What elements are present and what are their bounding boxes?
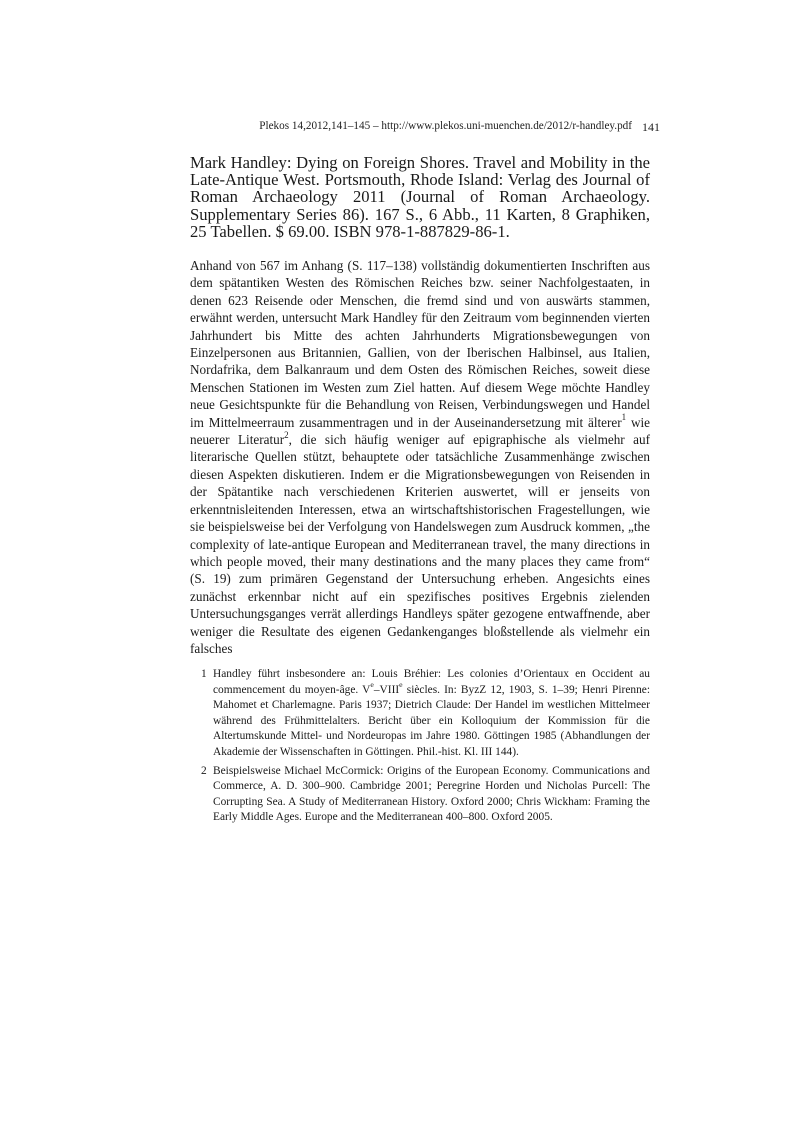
superscript: e: [370, 680, 374, 690]
footnotes: [190, 667, 650, 826]
footnote-number: 1: [201, 668, 207, 680]
review-title: Mark Handley: Dying on Foreign Shores. Travel and Mobility in the Late-Antique West. Portsmouth, Rhode Island: Verlag des Journal of Roman Archaeology 2011 (Journal of Roman Archaeology. Supplementary Series 86). 167 S., 6 Abb., 11 Karten, 8 Graphiken, 25 Tabellen. $ 69.00. ISBN 978-1-887829-86-1.: [190, 153, 650, 241]
superscript: e: [399, 680, 403, 690]
footnote-text: [213, 668, 650, 758]
body-text-part-2: wie neuerer Literatur: [190, 414, 650, 448]
footnote-ref-2[interactable]: 2: [284, 429, 289, 440]
body-paragraph: [190, 257, 650, 657]
page-number: 141: [642, 120, 660, 134]
running-head-text[interactable]: Plekos 14,2012,141–145 – http://www.plekos.uni-muenchen.de/2012/r-handley.pdf: [259, 120, 632, 132]
footnote-number: 2: [201, 764, 207, 777]
footnote-text-part: Handley führt insbesondere an: Louis Bréhier: Les colonies d’Orientaux en Occident au commencement du moyen-âge. V: [213, 668, 650, 696]
footnote-text-part: –VIII: [373, 683, 400, 696]
footnote-text: Beispielsweise Michael McCormick: Origins of the European Economy. Communications and Commerce, A. D. 300–900. Cambridge 2001; Peregrine Horden und Nicholas Purcell: The Corrupting Sea. A Study of Mediterranean History. Oxford 2000; Chris Wickham: Framing the Early Middle Ages. Europe and the Mediterranean 400–800. Oxford 2005.: [213, 764, 650, 824]
body-text-part-1: Anhand von 567 im Anhang (S. 117–138) vollständig dokumentierten Inschriften aus dem spätantiken Westen des Römischen Reiches bzw. seiner Nachfolgestaaten, in denen 623 Reisende oder Menschen, die fremd sind und von auswärts stammen, erwähnt werden, untersucht Mark Handley für den Zeitraum vom beginnenden vierten Jahrhundert bis Mitte des achten Jahrhunderts Migrationsbewegungen von Einzelpersonen aus Britannien, Gallien, von der Iberischen Halbinsel, aus Italien, Nordafrika, dem Balkanraum und dem Osten des Römischen Reiches, soweit diese Menschen Stationen im Westen zum Ziel hatten. Auf diesem Wege möchte Handley neue Gesichtspunkte für die Behandlung von Reisen, Verbindungswegen und Handel im Mittelmeerraum zusammentragen und in der Auseinandersetzung mit älterer: [190, 258, 650, 430]
footnote-1: [190, 667, 650, 761]
footnote-2: [190, 764, 650, 826]
footnote-text-part: siècles. In: ByzZ 12, 1903, S. 1–39; Henri Pirenne: Mahomet et Charlemagne. Paris 1937; Dietrich Claude: Der Handel im westlichen Mittelmeer während des Frühmittelalters. Bericht über ein Kolloquium der Kommission für die Altertumskunde Mittel- und Nordeuropas im Jahre 1980. Göttingen 1985 (Abhandlungen der Akademie der Wissenschaften in Göttingen. Phil.-hist. Kl. III 144).: [213, 683, 650, 758]
body-text-part-3: , die sich häufig weniger auf epigraphische als vielmehr auf literarische Quellen stützt, behauptete oder tatsächliche Zusammenhänge zwischen diesen Aspekten diskutieren. Indem er die Migrationsbewegungen von Reisenden in der Spätantike nach verschiedenen Kriterien auswertet, will er jenseits von erkenntnisleitenden Interessen, etwa an wirtschaftshistorischen Fragestellungen, wie sie beispielsweise bei der Verfolgung von Handelswegen zum Ausdruck kommen, „the complexity of late-antique European and Mediterranean travel, the many directions in which people moved, their many destinations and the many places they came from“ (S. 19) zum primären Gegenstand der Untersuchung erheben. Angesichts eines zunächst erkennbar nicht auf ein spezifisches positives Ergebnis zielenden Untersuchungsganges verrät allerdings Handleys später gezogene entwaffnende, aber weniger die Resultate des eigenen Gedankenganges bloßstellende als vielmehr ein falsches: [190, 432, 650, 656]
footnote-ref-1[interactable]: 1: [621, 412, 627, 423]
